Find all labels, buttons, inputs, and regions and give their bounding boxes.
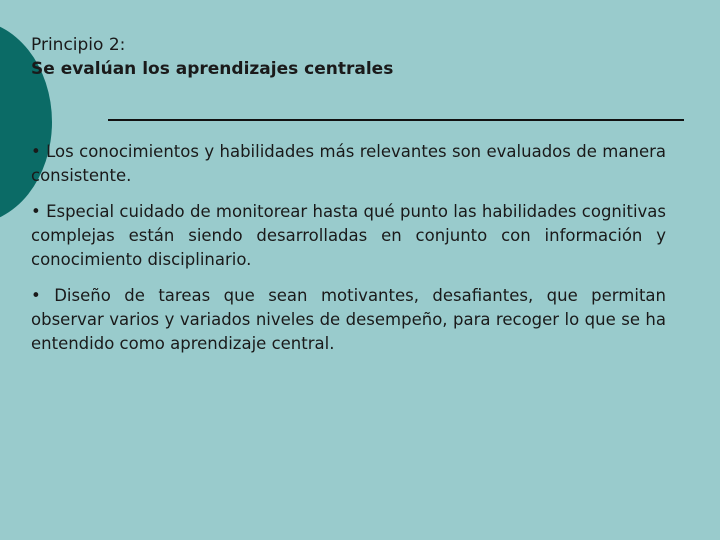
bullet-item xyxy=(31,284,666,356)
bullet-list xyxy=(31,140,666,368)
bullet-text: Los conocimientos y habilidades más relevantes son evaluados de manera consistente. xyxy=(31,142,666,185)
bullet-item xyxy=(31,140,666,188)
bullet-item xyxy=(31,200,666,272)
bullet-marker: • xyxy=(31,202,41,221)
bullet-text: Diseño de tareas que sean motivantes, desafiantes, que permitan observar varios y variados niveles de desempeño, para recoger lo que se ha entendido como aprendizaje central. xyxy=(31,286,667,353)
slide-title: Principio 2: xyxy=(31,35,126,55)
slide-subtitle: Se evalúan los aprendizajes centrales xyxy=(31,59,394,79)
bullet-marker: • xyxy=(31,142,41,161)
bullet-marker: • xyxy=(31,286,41,305)
slide-header xyxy=(31,33,671,81)
bullet-text: Especial cuidado de monitorear hasta qué punto las habilidades cognitivas complejas están siendo desarrolladas en conjunto con información y conocimiento disciplinario. xyxy=(31,202,666,269)
divider-line xyxy=(108,119,684,121)
